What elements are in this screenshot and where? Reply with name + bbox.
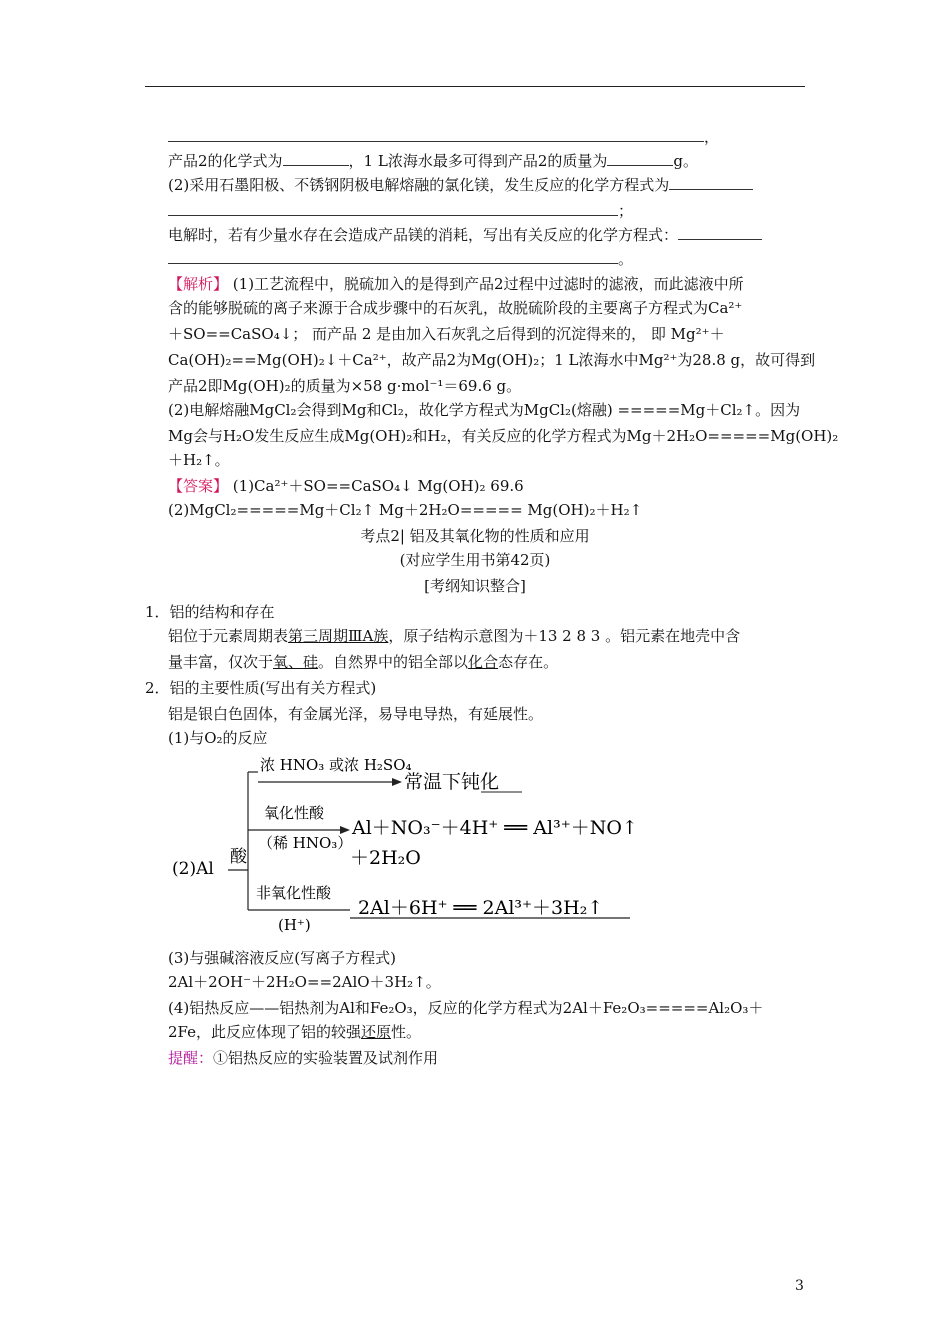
nonoxidizing-equation: 2Al＋6H⁺ ══ 2Al³⁺＋3H₂↑ <box>358 897 604 919</box>
analysis-line: ＋H₂↑。 <box>168 451 230 469</box>
analysis-line: Mg会与H₂O发生反应生成Mg(OH)₂和H₂，有关反应的化学方程式为Mg＋2H₂O=====Mg(OH)₂ <box>168 427 839 445</box>
tip-tag: 提醒： <box>168 1049 214 1067</box>
oxidizing-acid-label: 氧化性酸 <box>264 804 325 822</box>
blank <box>168 126 704 142</box>
item-line: 铝位于元素周期表第三周期ⅢA族，原子结构示意图为＋13 2 8 3 。铝元素在地壳中含 <box>168 627 741 645</box>
item-line: 2Fe，此反应体现了铝的较强还原性。 <box>168 1023 422 1041</box>
blank <box>168 248 618 264</box>
arrow-head <box>392 778 402 786</box>
item-line: 铝是银白色固体，有金属光泽，易导电导热，有延展性。 <box>168 705 544 723</box>
section-ref: (对应学生用书第42页) <box>399 551 551 569</box>
answer-blank-line-2: ； <box>168 200 633 221</box>
header-rule <box>145 86 805 87</box>
section-subtitle: [考纲知识整合] <box>424 577 526 595</box>
analysis-line: ＋SO==CaSO₄↓； 而产品 2 是由加入石灰乳之后得到的沉淀得来的， 即 Mg²⁺＋ <box>168 325 725 343</box>
blank <box>669 174 753 190</box>
item-line: 2Al＋2OH⁻＋2H₂O==2AlO＋3H₂↑。 <box>168 973 441 991</box>
analysis-line: Ca(OH)₂==Mg(OH)₂↓＋Ca²⁺，故产品2为Mg(OH)₂；1 L浓海水中Mg²⁺为28.8 g，故可得到 <box>168 351 816 369</box>
item-heading: 2．铝的主要性质(写出有关方程式) <box>145 679 377 697</box>
item-line: (3)与强碱溶液反应(写离子方程式) <box>168 949 396 967</box>
answer-line: (2)MgCl₂=====Mg＋Cl₂↑ Mg＋2H₂O===== Mg(OH)₂＋H₂↑ <box>168 501 643 519</box>
tip-line: 提醒：①铝热反应的实验装置及试剂作用 <box>168 1049 439 1067</box>
analysis-line: 【解析】 (1)工艺流程中，脱硫加入的是得到产品2过程中过滤时的滤液，而此滤液中所 <box>168 275 744 293</box>
blank <box>678 224 762 240</box>
analysis-line: 产品2即Mg(OH)₂的质量为×58 g·mol⁻¹＝69.6 g。 <box>168 377 522 395</box>
oxidizing-acid-sub: （稀 HNO₃） <box>258 834 353 852</box>
aluminum-acid-reaction-diagram <box>170 752 670 942</box>
answer-tag: 【答案】 <box>168 477 229 495</box>
item-heading: 1．铝的结构和存在 <box>145 603 275 621</box>
section-title: 考点2| 铝及其氧化物的性质和应用 <box>360 527 590 545</box>
oxidizing-equation-cont: ＋2H₂O <box>350 847 421 869</box>
nonoxidizing-acid-sub: (H⁺) <box>278 916 311 934</box>
question-line: 产品2的化学式为 ，1 L浓海水最多可得到产品2的质量为 g。 <box>168 152 698 170</box>
analysis-line: (2)电解熔融MgCl₂会得到Mg和Cl₂，故化学方程式为MgCl₂(熔融) =====Mg＋Cl₂↑。因为 <box>168 401 801 419</box>
item-line: (4)铝热反应——铝热剂为Al和Fe₂O₃，反应的化学方程式为2Al＋Fe₂O₃=====Al₂O₃＋ <box>168 999 764 1017</box>
answer-line: 【答案】 (1)Ca²⁺＋SO==CaSO₄↓ Mg(OH)₂ 69.6 <box>168 477 524 495</box>
question-line: 电解时，若有少量水存在会造成产品镁的消耗，写出有关反应的化学方程式： <box>168 224 762 245</box>
al-label: (2)Al <box>172 859 214 879</box>
nonoxidizing-acid-label: 非氧化性酸 <box>256 884 332 902</box>
item-line: (1)与O₂的反应 <box>168 729 268 747</box>
oxidizing-equation: Al＋NO₃⁻＋4H⁺ ══ Al³⁺＋NO↑ <box>352 817 638 839</box>
question-line: (2)采用石墨阳极、不锈钢阴极电解熔融的氯化镁，发生反应的化学方程式为 <box>168 174 753 195</box>
blank <box>168 200 618 216</box>
answer-blank-line-1: ， <box>168 126 719 147</box>
answer-blank-line-3: 。 <box>168 248 633 269</box>
page-number: 3 <box>795 1278 804 1294</box>
analysis-tag: 【解析】 <box>168 275 229 293</box>
analysis-line: 含的能够脱硫的离子来源于合成步骤中的石灰乳，故脱硫阶段的主要离子方程式为Ca²⁺ <box>168 299 743 317</box>
item-line: 量丰富，仅次于氧、硅。自然界中的铝全部以化合态存在。 <box>168 653 559 671</box>
acid-label: 酸 <box>230 847 247 867</box>
top-label: 浓 HNO₃ 或浓 H₂SO₄ <box>260 756 412 774</box>
arrow-head <box>340 826 350 834</box>
blank <box>607 150 673 166</box>
top-result: 常温下钝化 <box>404 771 500 793</box>
blank <box>283 150 349 166</box>
